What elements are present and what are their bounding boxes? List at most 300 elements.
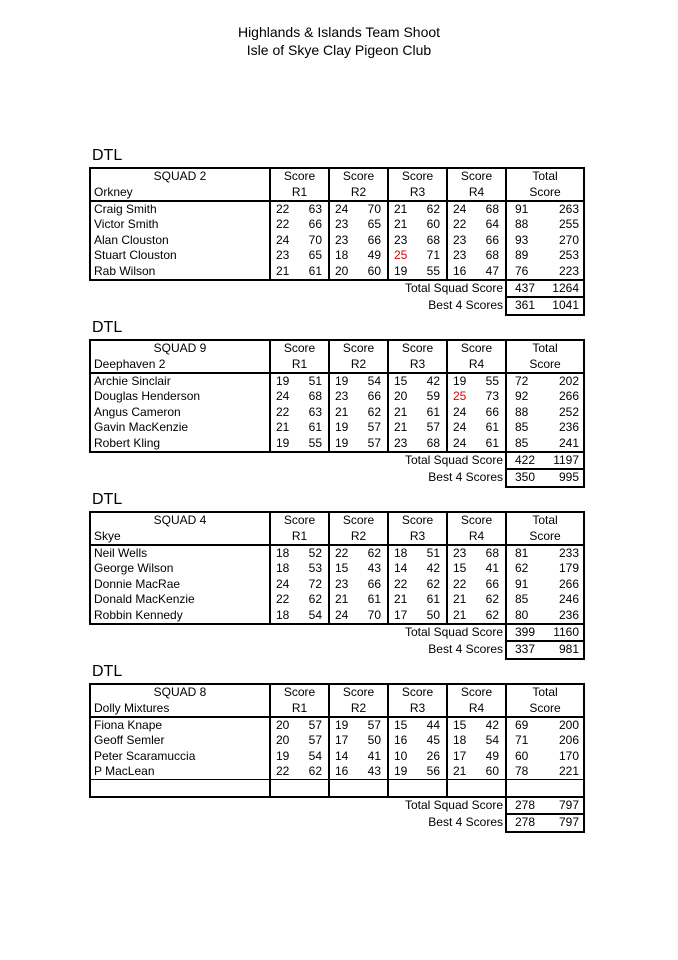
round-score <box>447 749 506 764</box>
points-value: 1197 <box>553 452 579 467</box>
points-value: 50 <box>426 607 440 622</box>
shooter-name: Geoff Semler <box>90 733 270 748</box>
targets-value: 19 <box>335 420 349 435</box>
round-score <box>329 733 388 748</box>
score-pair <box>330 546 387 561</box>
table-row <box>90 405 584 420</box>
round-header: R3 <box>388 184 447 200</box>
score-header: Score <box>329 684 388 700</box>
table-row <box>90 607 584 623</box>
round-score <box>329 405 388 420</box>
targets-value: 337 <box>515 642 536 657</box>
squad-name: SQUAD 9 <box>90 340 270 356</box>
targets-value: 22 <box>276 592 290 607</box>
total-score <box>506 435 584 451</box>
score-pair <box>448 733 505 748</box>
score-pair <box>448 608 505 623</box>
total-score <box>506 733 584 748</box>
shooter-name: Peter Scaramuccia <box>90 749 270 764</box>
score-pair <box>507 815 583 830</box>
best-4-scores-value <box>506 814 584 831</box>
total-header: Total <box>506 340 584 356</box>
targets-value: 19 <box>335 717 349 732</box>
round-score <box>447 780 506 797</box>
score-header: Score <box>388 684 447 700</box>
score-pair <box>389 233 446 248</box>
round-score <box>447 263 506 279</box>
points-value: 60 <box>485 764 499 779</box>
table-row <box>90 435 584 451</box>
targets-value: 69 <box>515 717 529 732</box>
total-squad-score-value <box>506 797 584 814</box>
score-pair <box>507 718 583 733</box>
points-value: 68 <box>485 201 499 216</box>
score-header: Score <box>447 684 506 700</box>
discipline-label: DTL <box>92 319 123 336</box>
targets-value: 25 <box>453 389 467 404</box>
total-score <box>506 592 584 607</box>
round-score <box>388 592 447 607</box>
points-value: 47 <box>485 263 499 278</box>
round-header: R1 <box>270 700 329 716</box>
table-row <box>90 389 584 404</box>
targets-value: 24 <box>276 576 290 591</box>
score-pair <box>389 749 446 764</box>
points-value: 55 <box>485 373 499 388</box>
targets-value: 15 <box>453 561 467 576</box>
points-value: 57 <box>367 420 381 435</box>
round-score <box>270 577 329 592</box>
round-score <box>270 764 329 780</box>
targets-value: 24 <box>276 389 290 404</box>
score-pair <box>448 202 505 217</box>
score-pair <box>389 405 446 420</box>
round-score <box>388 263 447 279</box>
team-name: Orkney <box>90 184 270 200</box>
points-value: 60 <box>367 263 381 278</box>
shooter-name: Stuart Clouston <box>90 248 270 263</box>
targets-value: 22 <box>335 545 349 560</box>
shooter-name: Archie Sinclair <box>90 373 270 389</box>
targets-value: 18 <box>276 561 290 576</box>
score-pair <box>507 389 583 404</box>
round-header: R2 <box>329 700 388 716</box>
points-value: 57 <box>426 420 440 435</box>
round-score <box>447 201 506 217</box>
round-score <box>329 201 388 217</box>
total-header: Score <box>506 528 584 544</box>
targets-value: 19 <box>394 263 408 278</box>
score-pair <box>507 374 583 389</box>
targets-value: 76 <box>515 263 529 278</box>
squad-table-4 <box>89 683 585 833</box>
points-value: 797 <box>558 815 579 830</box>
total-squad-score-value <box>506 280 584 297</box>
table-row <box>90 420 584 435</box>
total-header: Total <box>506 168 584 184</box>
points-value: 63 <box>308 201 322 216</box>
total-score <box>506 405 584 420</box>
targets-value: 20 <box>335 263 349 278</box>
targets-value: 85 <box>515 435 529 450</box>
points-value: 170 <box>558 748 579 763</box>
score-pair <box>330 592 387 607</box>
score-pair <box>448 749 505 764</box>
table-row <box>90 764 584 780</box>
targets-value: 91 <box>515 576 529 591</box>
targets-value: 18 <box>276 607 290 622</box>
score-pair <box>507 248 583 263</box>
points-value: 179 <box>558 561 579 576</box>
targets-value: 14 <box>394 561 408 576</box>
points-value: 62 <box>367 404 381 419</box>
points-value: 44 <box>426 717 440 732</box>
targets-value: 437 <box>515 280 536 295</box>
round-score <box>329 717 388 733</box>
best-4-scores-label: Best 4 Scores <box>428 815 503 830</box>
shooter-name: Rab Wilson <box>90 263 270 279</box>
round-score <box>447 545 506 561</box>
points-value: 263 <box>558 201 579 216</box>
round-score <box>329 263 388 279</box>
targets-value: 22 <box>276 217 290 232</box>
round-score <box>447 717 506 733</box>
points-value: 66 <box>485 576 499 591</box>
round-score <box>329 373 388 389</box>
targets-value: 14 <box>335 748 349 763</box>
targets-value: 17 <box>335 733 349 748</box>
header-row <box>90 356 584 372</box>
score-pair <box>330 577 387 592</box>
targets-value: 21 <box>453 592 467 607</box>
points-value: 68 <box>426 435 440 450</box>
total-squad-score-label: Total Squad Score <box>404 453 503 468</box>
targets-value: 62 <box>515 561 529 576</box>
shooter-name: Douglas Henderson <box>90 389 270 404</box>
points-value: 62 <box>485 607 499 622</box>
score-header: Score <box>270 168 329 184</box>
round-score <box>388 217 447 232</box>
discipline-label: DTL <box>92 663 123 680</box>
header-row <box>90 512 584 528</box>
points-value: 66 <box>308 217 322 232</box>
points-value: 49 <box>485 748 499 763</box>
round-score <box>388 607 447 623</box>
score-pair <box>330 749 387 764</box>
targets-value: 23 <box>394 232 408 247</box>
round-header: R3 <box>388 700 447 716</box>
round-score <box>329 749 388 764</box>
score-table <box>89 683 585 833</box>
score-pair <box>389 764 446 779</box>
table-row <box>90 733 584 748</box>
score-pair <box>271 592 328 607</box>
total-score <box>506 233 584 248</box>
total-score <box>506 607 584 623</box>
targets-value: 17 <box>394 607 408 622</box>
score-pair <box>507 625 583 640</box>
score-pair <box>271 389 328 404</box>
targets-value: 16 <box>335 764 349 779</box>
round-score <box>447 233 506 248</box>
shooter-name: Robbin Kennedy <box>90 607 270 623</box>
score-pair <box>271 233 328 248</box>
points-value: 57 <box>367 717 381 732</box>
round-header: R4 <box>447 356 506 372</box>
document-subtitle: Isle of Skye Clay Pigeon Club <box>246 42 432 58</box>
targets-value: 92 <box>515 389 529 404</box>
points-value: 266 <box>558 576 579 591</box>
score-pair <box>271 764 328 779</box>
score-pair <box>330 217 387 232</box>
score-pair <box>271 420 328 435</box>
score-pair <box>271 718 328 733</box>
points-value: 63 <box>308 404 322 419</box>
round-score <box>270 420 329 435</box>
round-score <box>388 545 447 561</box>
targets-value: 350 <box>515 470 536 485</box>
round-score <box>270 233 329 248</box>
points-value: 53 <box>308 561 322 576</box>
round-score <box>270 373 329 389</box>
points-value: 51 <box>308 373 322 388</box>
targets-value: 91 <box>515 201 529 216</box>
targets-value: 16 <box>453 263 467 278</box>
round-score <box>270 780 329 797</box>
score-pair <box>507 202 583 217</box>
table-row <box>90 233 584 248</box>
score-table <box>89 167 585 316</box>
points-value: 54 <box>308 748 322 763</box>
shooter-name: Donnie MacRae <box>90 577 270 592</box>
score-pair <box>448 374 505 389</box>
targets-value: 361 <box>515 298 536 313</box>
total-score <box>506 373 584 389</box>
score-pair <box>507 436 583 451</box>
points-value: 56 <box>426 764 440 779</box>
score-pair <box>448 233 505 248</box>
points-value: 1264 <box>552 280 579 295</box>
points-value: 61 <box>426 592 440 607</box>
table-row <box>90 717 584 733</box>
targets-value: 25 <box>394 248 408 263</box>
best-4-scores-value <box>506 469 584 486</box>
targets-value: 23 <box>453 248 467 263</box>
score-header: Score <box>270 340 329 356</box>
targets-value: 15 <box>394 373 408 388</box>
round-score <box>329 233 388 248</box>
summary-row <box>90 469 584 486</box>
targets-value: 23 <box>335 576 349 591</box>
document-title: Highlands & Islands Team Shoot <box>237 24 441 40</box>
points-value: 241 <box>558 435 579 450</box>
round-header: R1 <box>270 356 329 372</box>
score-pair <box>448 264 505 279</box>
score-pair <box>330 561 387 576</box>
round-score <box>270 561 329 576</box>
score-pair <box>271 546 328 561</box>
squad-table-3 <box>89 511 585 660</box>
targets-value: 15 <box>453 717 467 732</box>
points-value: 62 <box>367 545 381 560</box>
total-score <box>506 263 584 279</box>
round-score <box>270 717 329 733</box>
score-pair <box>389 389 446 404</box>
summary-row <box>90 797 584 814</box>
round-score <box>447 577 506 592</box>
score-pair <box>507 592 583 607</box>
score-pair <box>330 233 387 248</box>
team-name: Dolly Mixtures <box>90 700 270 716</box>
points-value: 66 <box>367 576 381 591</box>
table-row <box>90 749 584 764</box>
score-pair <box>389 592 446 607</box>
round-score <box>329 435 388 451</box>
score-pair <box>330 718 387 733</box>
targets-value: 88 <box>515 404 529 419</box>
score-pair <box>271 264 328 279</box>
targets-value: 78 <box>515 764 529 779</box>
round-score <box>270 217 329 232</box>
points-value: 246 <box>558 592 579 607</box>
targets-value: 93 <box>515 232 529 247</box>
targets-value: 21 <box>394 592 408 607</box>
squad-table-2 <box>89 339 585 488</box>
round-score <box>447 248 506 263</box>
targets-value: 24 <box>453 201 467 216</box>
team-name: Skye <box>90 528 270 544</box>
total-header: Score <box>506 700 584 716</box>
points-value: 54 <box>485 733 499 748</box>
points-value: 61 <box>367 592 381 607</box>
round-header: R2 <box>329 528 388 544</box>
points-value: 68 <box>485 248 499 263</box>
score-header: Score <box>270 512 329 528</box>
targets-value: 278 <box>515 797 536 812</box>
targets-value: 18 <box>335 248 349 263</box>
best-4-scores-label: Best 4 Scores <box>428 298 503 313</box>
best-4-scores-value <box>506 641 584 658</box>
header-row <box>90 528 584 544</box>
targets-value: 15 <box>335 561 349 576</box>
score-pair <box>271 436 328 451</box>
targets-value: 19 <box>335 435 349 450</box>
points-value: 995 <box>558 470 579 485</box>
targets-value: 21 <box>453 607 467 622</box>
squad-name: SQUAD 2 <box>90 168 270 184</box>
points-value: 266 <box>558 389 579 404</box>
points-value: 61 <box>485 420 499 435</box>
round-score <box>270 592 329 607</box>
targets-value: 21 <box>394 201 408 216</box>
targets-value: 21 <box>335 404 349 419</box>
total-score <box>506 217 584 232</box>
table-row <box>90 248 584 263</box>
targets-value: 21 <box>394 420 408 435</box>
targets-value: 60 <box>515 748 529 763</box>
score-pair <box>389 217 446 232</box>
round-score <box>329 592 388 607</box>
shooter-name: Neil Wells <box>90 545 270 561</box>
targets-value: 422 <box>515 452 536 467</box>
discipline-label: DTL <box>92 147 123 164</box>
points-value: 206 <box>558 733 579 748</box>
points-value: 236 <box>558 607 579 622</box>
round-score <box>388 749 447 764</box>
shooter-name: Alan Clouston <box>90 233 270 248</box>
points-value: 62 <box>308 592 322 607</box>
round-header: R1 <box>270 528 329 544</box>
round-score <box>388 733 447 748</box>
table-row <box>90 561 584 576</box>
table-row <box>90 263 584 279</box>
round-score <box>329 607 388 623</box>
score-pair <box>330 436 387 451</box>
score-pair <box>389 436 446 451</box>
score-pair <box>271 733 328 748</box>
round-score <box>447 561 506 576</box>
round-score <box>447 389 506 404</box>
targets-value: 20 <box>276 717 290 732</box>
targets-value: 21 <box>394 404 408 419</box>
round-score <box>388 248 447 263</box>
targets-value: 19 <box>453 373 467 388</box>
score-pair <box>271 608 328 623</box>
round-score <box>329 248 388 263</box>
round-score <box>270 749 329 764</box>
points-value: 62 <box>485 592 499 607</box>
targets-value: 19 <box>394 764 408 779</box>
score-pair <box>389 718 446 733</box>
score-pair <box>330 264 387 279</box>
targets-value: 21 <box>276 420 290 435</box>
targets-value: 20 <box>276 733 290 748</box>
targets-value: 81 <box>515 545 529 560</box>
targets-value: 89 <box>515 248 529 263</box>
points-value: 255 <box>558 217 579 232</box>
total-score <box>506 248 584 263</box>
targets-value: 88 <box>515 217 529 232</box>
targets-value: 22 <box>276 404 290 419</box>
score-pair <box>389 577 446 592</box>
shooter-name: George Wilson <box>90 561 270 576</box>
round-score <box>270 248 329 263</box>
targets-value: 23 <box>453 232 467 247</box>
total-squad-score-label: Total Squad Score <box>404 798 503 813</box>
points-value: 64 <box>485 217 499 232</box>
round-score <box>388 561 447 576</box>
score-pair <box>271 374 328 389</box>
round-score <box>447 733 506 748</box>
targets-value: 24 <box>335 201 349 216</box>
round-score <box>447 217 506 232</box>
targets-value: 24 <box>276 232 290 247</box>
points-value: 70 <box>367 201 381 216</box>
score-header: Score <box>329 340 388 356</box>
shooter-name: Victor Smith <box>90 217 270 232</box>
score-pair <box>448 436 505 451</box>
shooter-name <box>90 780 270 797</box>
score-pair <box>271 202 328 217</box>
score-pair <box>507 298 583 313</box>
points-value: 62 <box>426 201 440 216</box>
points-value: 61 <box>308 420 322 435</box>
targets-value: 23 <box>335 232 349 247</box>
points-value: 270 <box>558 232 579 247</box>
score-pair <box>330 405 387 420</box>
points-value: 61 <box>426 404 440 419</box>
score-header: Score <box>329 512 388 528</box>
